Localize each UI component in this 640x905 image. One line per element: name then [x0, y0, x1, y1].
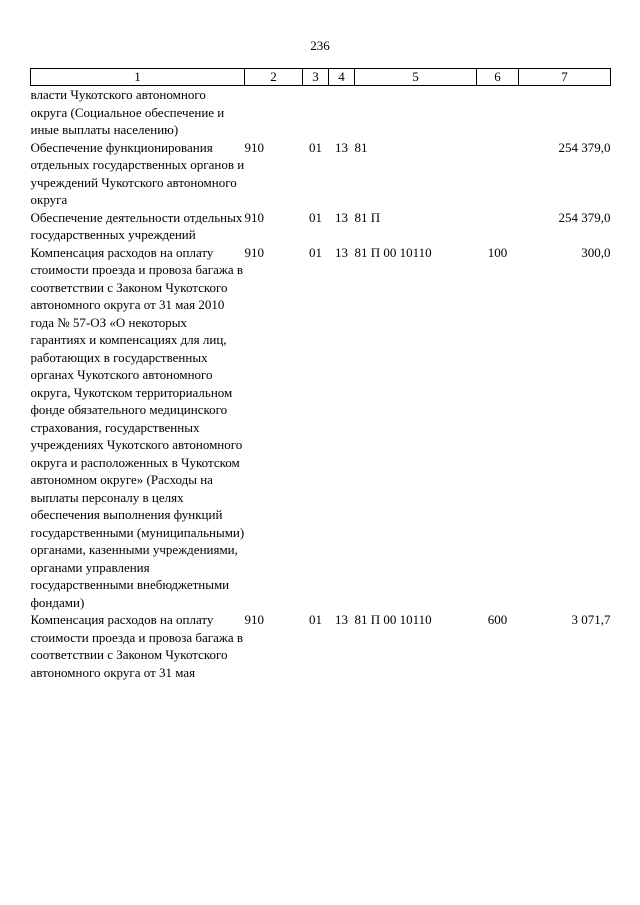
row-name: Обеспечение функционирования отдельных государственных органов и учреждений Чукотского автономного округа	[30, 139, 245, 207]
row-amount: 300,0	[581, 244, 611, 260]
row-grbs	[245, 86, 303, 139]
row-amount: 3 071,7	[571, 612, 611, 627]
row-amount: 254 379,0	[558, 139, 611, 155]
row-section: 01	[309, 139, 322, 155]
row-subsection: 13	[335, 244, 348, 260]
page-number: 236	[310, 38, 330, 53]
row-name: власти Чукотского автономного округа (Социальное обеспечение и иные выплаты населению)	[30, 87, 225, 137]
row-expense-type: 600	[487, 612, 508, 627]
column-header: 3	[303, 69, 329, 86]
row-amount: 254 379,0	[558, 209, 611, 225]
table-header-row	[31, 69, 611, 86]
row-expense-type	[477, 139, 519, 209]
table-row	[31, 611, 611, 681]
table-row	[31, 209, 611, 244]
row-expense-type: 100	[487, 244, 508, 260]
row-amount	[519, 86, 611, 139]
row-subsection: 13	[335, 139, 348, 155]
column-header: 4	[329, 69, 355, 86]
row-subsection: 13	[335, 612, 348, 627]
column-header: 6	[477, 69, 519, 86]
row-subsection: 13	[335, 209, 348, 225]
row-grbs: 910	[244, 612, 264, 627]
row-expense-type	[477, 209, 519, 244]
table-row	[31, 86, 611, 139]
row-expense-type	[477, 86, 519, 139]
column-header: 1	[31, 69, 245, 86]
table-row	[31, 244, 611, 612]
row-section: 01	[309, 244, 322, 260]
row-target-article: 81	[354, 139, 368, 155]
row-target-article: 81 П 00 10110	[354, 244, 432, 260]
column-header: 7	[519, 69, 611, 86]
row-section: 01	[309, 612, 322, 627]
row-subsection	[329, 86, 355, 139]
row-name: Обеспечение деятельности отдельных государственных учреждений	[30, 209, 243, 242]
row-name: Компенсация расходов на оплату стоимости проезда и провоза багажа в соответствии с Законом Чукотского автономного округа от 31 мая	[30, 612, 244, 680]
column-header: 2	[245, 69, 303, 86]
row-target-article: 81 П 00 10110	[354, 612, 432, 627]
row-grbs: 910	[244, 244, 264, 260]
row-target-article	[355, 86, 477, 139]
column-header: 5	[355, 69, 477, 86]
budget-table	[30, 68, 611, 681]
row-grbs: 910	[244, 139, 264, 155]
row-section: 01	[309, 209, 322, 225]
row-target-article: 81 П	[354, 209, 381, 225]
row-section	[303, 86, 329, 139]
row-grbs: 910	[244, 209, 264, 225]
row-name: Компенсация расходов на оплату стоимости проезда и провоза багажа в соответствии с Законом Чукотского автономного округа от 31 мая 2010 года № 57-ОЗ «О некоторых гарантиях и компенсациях для лиц, работающих в государственных органах Чукотского автономного округа, Чукотском территориальном фонде обязательного медицинского страхования, государственных учреждениях Чукотского автономного округа и расположенных в Чукотском автономном округе» (Расходы на выплаты персоналу в целях обеспечения выполнения функций государственными (муниципальными) органами, казенными учреждениями, органами управления государственными внебюджетными фондами)	[30, 244, 245, 610]
table-row	[31, 139, 611, 209]
